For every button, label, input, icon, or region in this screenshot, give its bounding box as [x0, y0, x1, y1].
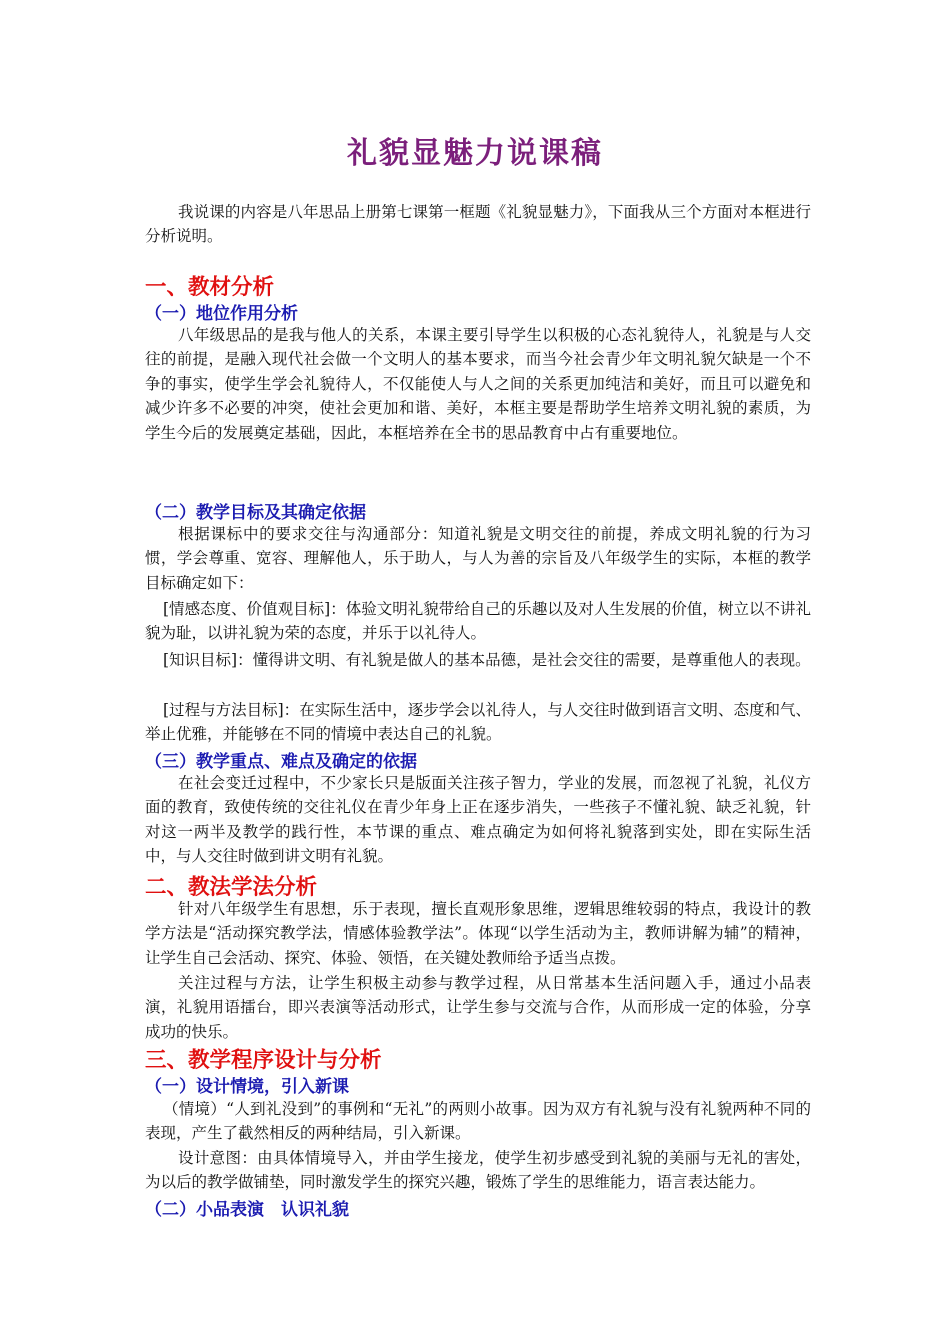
- teaching-methods-paragraph-1: 针对八年级学生有思想，乐于表现，擅长直观形象思维，逻辑思维较弱的特点，我设计的教学方法是“活动探究教学法，情感体验教学法”。体现“以学生活动为主，教师讲解为辅”的精神，让学生自己会活动、探究、体验、领悟，在关键处教师给予适当点拨。: [145, 900, 811, 967]
- position-role-paragraph: 八年级思品的是我与他人的关系，本课主要引导学生以积极的心态礼貌待人，礼貌是与人交往的前提，是融入现代社会做一个文明人的基本要求，而当今社会青少年文明礼貌欠缺是一个不争的事实，使学生学会礼貌待人，不仅能使人与人之间的关系更加纯洁和美好，而且可以避免和减少许多不必要的冲突，使社会更加和谐、美好，本框主要是帮助学生培养文明礼貌的素质，为学生今后的发展奠定基础，因此，本框培养在全书的思品教育中占有重要地位。: [145, 326, 811, 442]
- subsection-heading-key-points: （三）教学重点、难点及确定的依据: [145, 752, 417, 772]
- teaching-goals-paragraph: 根据课标中的要求交往与沟通部分：知道礼貌是文明交往的前提，养成文明礼貌的行为习惯，学会尊重、宽容、理解他人，乐于助人，与人为善的宗旨及八年级学生的实际，本框的教学目标确定如下：: [145, 525, 811, 592]
- goal-process-method: [过程与方法目标]：在实际生活中，逐步学会以礼待人，与人交往时做到语言文明、态度和气、举止优雅，并能够在不同的情境中表达自己的礼貌。: [145, 701, 811, 744]
- goal-emotion-attitude: [情感态度、价值观目标]：体验文明礼貌带给自己的乐趣以及对人生发展的价值，树立以不讲礼貌为耻，以讲礼貌为荣的态度，并乐于以礼待人。: [145, 600, 811, 643]
- teaching-methods-paragraph-2: 关注过程与方法，让学生积极主动参与教学过程，从日常基本生活问题入手，通过小品表演，礼貌用语擂台，即兴表演等活动形式，让学生参与交流与合作，从而形成一定的体验，分享成功的快乐。: [145, 974, 811, 1041]
- section-heading-procedure-design: 三、教学程序设计与分析: [145, 1048, 382, 1073]
- scenario-paragraph: （情境）“人到礼没到”的事例和“无礼”的两则小故事。因为双方有礼貌与没有礼貌两种不同的表现，产生了截然相反的两种结局，引入新课。: [145, 1100, 811, 1143]
- goal-knowledge: [知识目标]：懂得讲文明、有礼貌是做人的基本品德，是社会交往的需要，是尊重他人的表现。: [163, 651, 811, 669]
- section-heading-teaching-methods: 二、教法学法分析: [145, 875, 318, 900]
- subsection-heading-skit: （二）小品表演 认识礼貌: [145, 1200, 349, 1220]
- section-heading-textbook-analysis: 一、教材分析: [145, 275, 275, 300]
- subsection-heading-scenario: （一）设计情境，引入新课: [145, 1077, 349, 1097]
- document-title: 礼貌显魅力说课稿: [347, 136, 603, 171]
- intro-paragraph: 我说课的内容是八年思品上册第七课第一框题《礼貌显魅力》，下面我从三个方面对本框进行分析说明。: [145, 203, 811, 246]
- subsection-heading-position-role: （一）地位作用分析: [145, 304, 298, 324]
- design-intent-paragraph: 设计意图：由具体情境导入，并由学生接龙，使学生初步感受到礼貌的美丽与无礼的害处，为以后的教学做铺垫，同时激发学生的探究兴趣，锻炼了学生的思维能力，语言表达能力。: [145, 1149, 811, 1192]
- key-points-paragraph: 在社会变迁过程中，不少家长只是版面关注孩子智力，学业的发展，而忽视了礼貌，礼仪方面的教育，致使传统的交往礼仪在青少年身上正在逐步消失，一些孩子不懂礼貌、缺乏礼貌，针对这一两半及教学的践行性，本节课的重点、难点确定为如何将礼貌落到实处，即在实际生活中，与人交往时做到讲文明有礼貌。: [145, 774, 811, 866]
- subsection-heading-teaching-goals: （二）教学目标及其确定依据: [145, 503, 366, 523]
